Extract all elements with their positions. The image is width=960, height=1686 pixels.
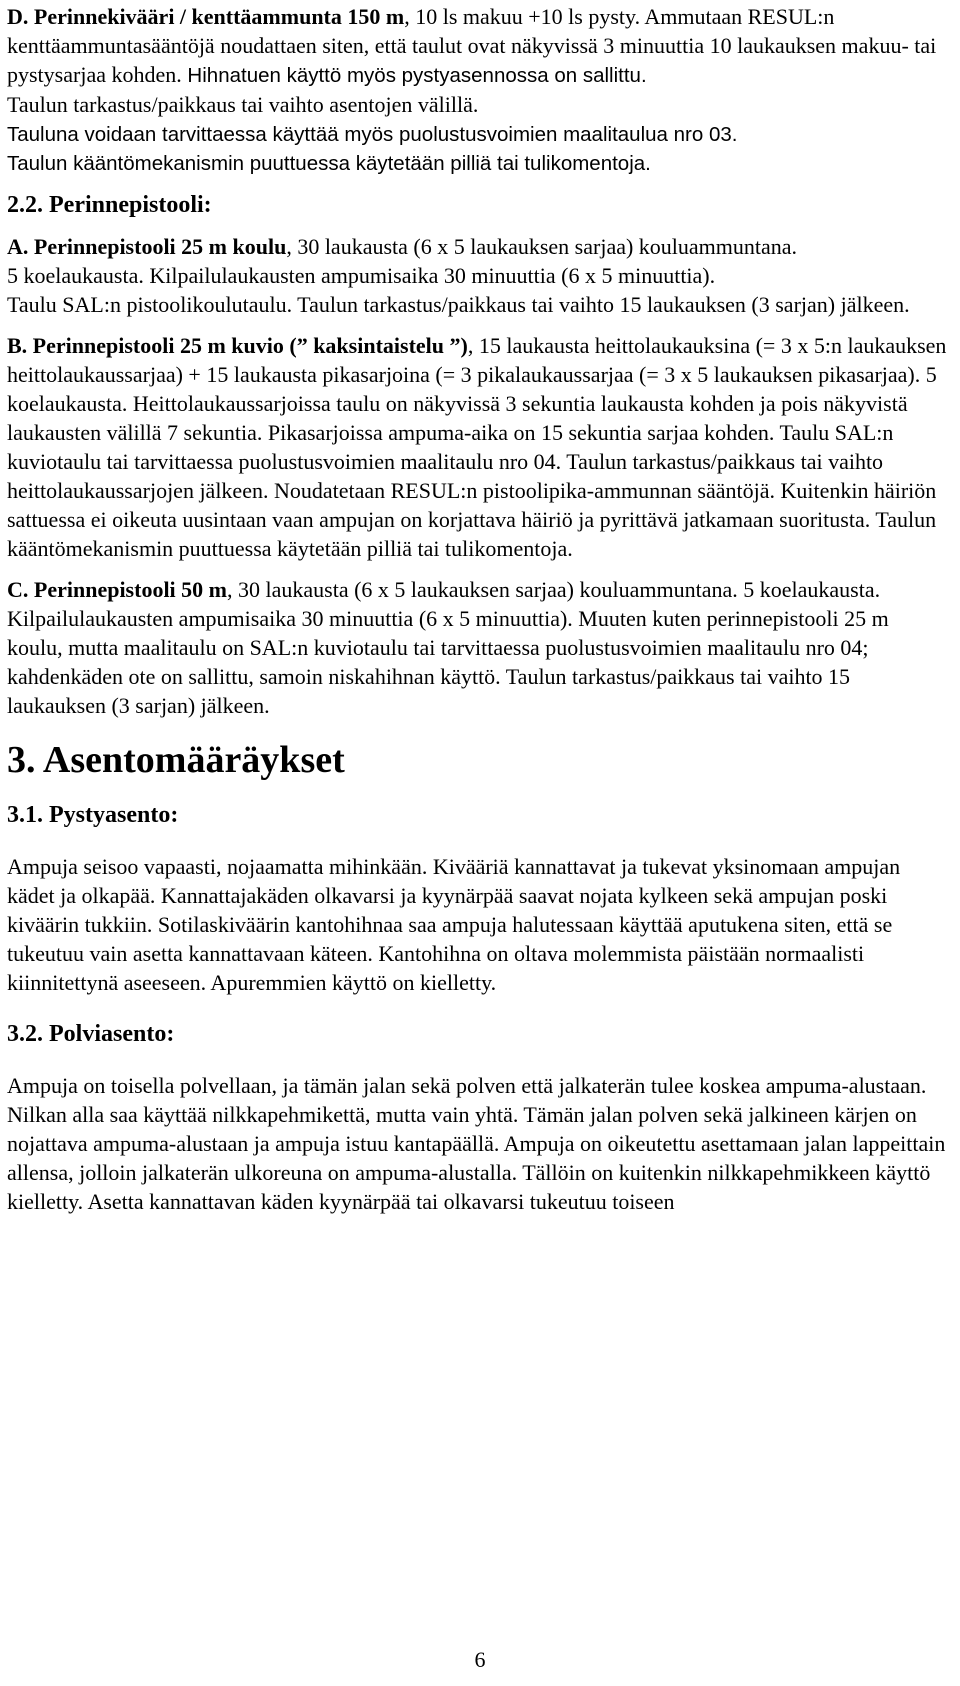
section-d-line-1-text: Taulun tarkastus/paikkaus tai vaihto asentojen välillä.	[7, 92, 479, 117]
section-b-title-2: )	[460, 333, 468, 358]
section-c-title: C. Perinnepistooli 50 m	[7, 577, 227, 602]
section-a-title: A. Perinnepistooli 25 m koulu	[7, 234, 287, 259]
section-d-line-3: Taulun kääntömekanismin puuttuessa käytetään pilliä tai tulikomentoja.	[7, 152, 651, 175]
section-d-text: , 10 ls makuu +10 ls pysty. Ammutaan RESUL:n kenttäammuntasääntöjä noudattaen siten, että taulut ovat näkyvissä 3 minuuttia 10 laukauksen makuu- tai pystysarjaa kohden.	[7, 4, 937, 87]
section-2-2-heading: 2.2. Perinnepistooli:	[7, 192, 212, 218]
section-3-1-heading: 3.1. Pystyasento:	[7, 802, 179, 828]
section-3-2-heading: 3.2. Polviasento:	[7, 1021, 175, 1047]
section-b-title-1: B. Perinnepistooli 25 m kuvio (	[7, 333, 297, 358]
section-3-2-text: Ampuja on toisella polvellaan, ja tämän jalan sekä polven että jalkaterän tulee koskea ampuma-alustaan. Nilkan alla saa käyttää nilkkapehmikettä, mutta vain yhtä. Tämän jalan polven sekä jalkineen kärjen on nojattava ampuma-alustaan ja ampuja istuu kantapäällä. Ampuja on oikeutettu asettamaan jalan lappeittain allensa, jolloin jalkaterän ulkoreuna on ampuma-alustalla. Tällöin on kuitenkin nilkkapehmikkeen käyttö kielletty. Asetta kannattavan käden kyynärpää tai olkavarsi tukeutuu toiseen	[7, 1073, 946, 1214]
document-page	[7, 2, 947, 1216]
section-c-text: , 30 laukausta (6 x 5 laukauksen sarjaa) kouluammuntana. 5 koelaukausta. Kilpailulaukausten ampumisaika 30 minuuttia (6 x 5 minuuttia). Muuten kuten perinnepistooli 25 m koulu, mutta maalitaulu on SAL:n kuviotaulu tai tarvittaessa puolustusvoimien maalitaulu nro 04; kahdenkäden ote on sallittu, samoin niskahihnan käyttö. Taulun tarkastus/paikkaus tai vaihto 15 laukauksen (3 sarjan) jälkeen.	[7, 577, 889, 718]
section-a-paragraph	[7, 232, 947, 261]
section-b-title-quote: ” kaksintaistelu ”	[296, 333, 461, 358]
section-d-text-sans: Hihnatuen käyttö myös pystyasennossa on sallittu.	[181, 64, 647, 87]
page-number: 6	[474, 1647, 486, 1672]
section-a-text-2: 5 koelaukausta. Kilpailulaukausten ampumisaika 30 minuuttia (6 x 5 minuuttia).	[7, 263, 716, 288]
section-3-1-text: Ampuja seisoo vapaasti, nojaamatta mihinkään. Kivääriä kannattavat ja tukevat yksinomaan ampujan kädet ja olkapää. Kannattajakäden olkavarsi ja kyynärpää saavat nojata kylkeen sekä ampujan poski kiväärin tukkiin. Sotilaskiväärin kantohihnaa saa ampuja halutessaan käyttää aputukena siten, että se tukeutuu vain asetta kannattavaan käteen. Kantohihna on oltava molemmista päistään normaalisti kiinnitettynä aseeseen. Apuremmien käyttö on kielletty.	[7, 854, 901, 995]
section-d-line-2: Tauluna voidaan tarvittaessa käyttää myös puolustusvoimien maalitaulua nro 03.	[7, 123, 738, 146]
section-b-text: , 15 laukausta heittolaukauksina (= 3 x 5:n laukauksen heittolaukaussarjaa) + 15 laukausta pikasarjoina (= 3 pikalaukaussarjaa (= 3 x 5 laukauksen pikasarjaa). 5 koelaukausta. Heittolaukaussarjoissa taulu on näkyvissä 3 sekuntia laukausta kohden ja pois näkyvistä laukausten välillä 7 sekuntia. Pikasarjoissa ampuma-aika on 15 sekuntia sarjaa kohden. Taulu SAL:n kuviotaulu tai tarvittaessa puolustusvoimien maalitaulu nro 04. Taulun tarkastus/paikkaus tai vaihto heittolaukaussarjojen jälkeen. Noudatetaan RESUL:n pistoolipika-ammunnan sääntöjä. Kuitenkin häiriön sattuessa ei oikeuta uusintaan vaan ampujan on korjattava häiriö ja pyrittävä jatkamaan suoritusta. Taulun kääntömekanismin puuttuessa käytetään pilliä tai tulikomentoja.	[7, 333, 947, 561]
section-3-heading: 3. Asentomääräykset	[7, 739, 345, 781]
section-d-paragraph	[7, 2, 947, 90]
section-c-paragraph	[7, 575, 947, 720]
section-a-text-3: Taulu SAL:n pistoolikoulutaulu. Taulun tarkastus/paikkaus tai vaihto 15 laukauksen (3 sarjan) jälkeen.	[7, 292, 910, 317]
section-a-text-1: , 30 laukausta (6 x 5 laukauksen sarjaa) kouluammuntana.	[286, 234, 798, 259]
section-d-title: D. Perinnekivääri / kenttäammunta 150 m	[7, 4, 405, 29]
section-d-line-1	[7, 90, 947, 120]
section-b-paragraph	[7, 331, 947, 563]
